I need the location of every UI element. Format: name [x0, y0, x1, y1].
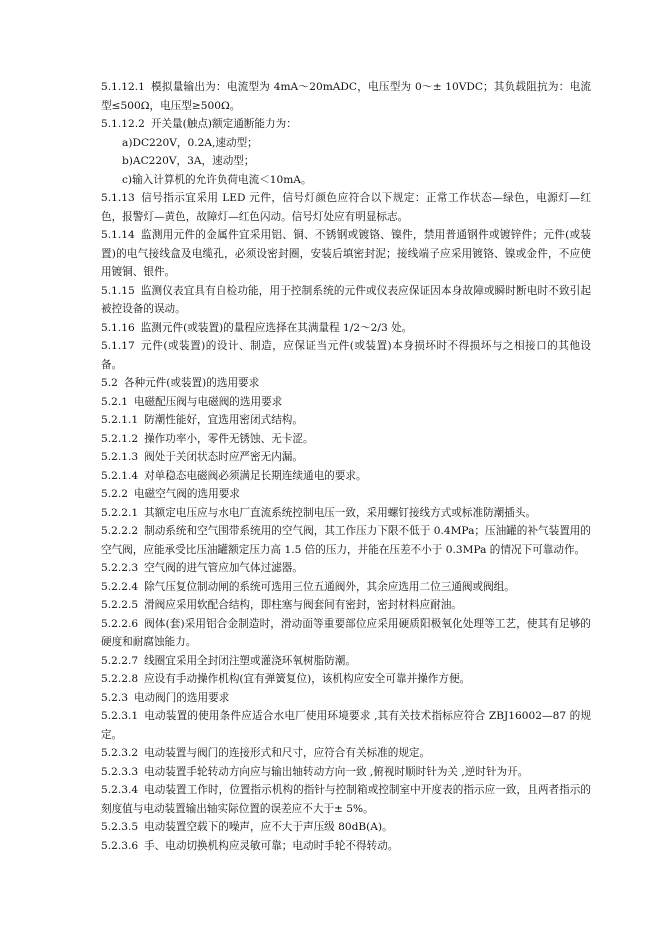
clause-number: 5.2.1.3 [101, 451, 139, 463]
clause-number: 5.2.2.1 [101, 506, 139, 519]
clause-number: 5.1.14 [101, 229, 135, 241]
para-5-2-1-1 [101, 411, 591, 430]
clause-text: 元件(或装置)的设计、制造，应保证当元件(或装置)本身损坏时不得损坏与之相接口的其他设备。 [101, 340, 591, 371]
section-number: 5.2.3 [101, 691, 128, 704]
clause-number: 5.2.3.1 [101, 710, 139, 722]
list-item-text: b)AC220V，3A，速动型； [122, 155, 255, 167]
para-5-2-3-3 [101, 763, 591, 782]
clause-number: 5.1.17 [101, 340, 135, 352]
para-5-2-3-4 [101, 781, 591, 818]
clause-number: 5.2.3.3 [101, 765, 139, 778]
clause-text: 对单稳态电磁阀必须满足长期连续通电的要求。 [144, 469, 367, 482]
para-5-2-3-2 [101, 744, 591, 763]
clause-text: 监测仪表宜具有自检功能，用于控制系统的元件或仪表应保证因本身故障或瞬时断电时不致引起被控设备的误动。 [101, 284, 591, 315]
clause-text: 手、电动切换机构应灵敏可靠；电动时手轮不得转动。 [144, 839, 399, 852]
clause-text: 制动系统和空气围带系统用的空气阀，其工作压力下限不低于 0.4MPa；压油罐的补气装置用的空气阀，应能承受比压油罐额定压力高 1.5 倍的压力，并能在压差不小于 0.3MPa 的情况下可靠动作。 [101, 525, 591, 556]
para-5-1-17 [101, 337, 591, 374]
clause-text: 电动装置手轮转动方向应与输出轴转动方向一致 ,俯视时顺时针为关 ,逆时针为开。 [144, 765, 529, 778]
clause-text: 电动装置空载下的噪声，应不大于声压级 80dB(A)。 [144, 821, 393, 833]
para-5-1-16 [101, 319, 591, 338]
para-5-1-15 [101, 282, 591, 319]
clause-number: 5.2.2.6 [101, 617, 139, 630]
para-5-1-14 [101, 226, 591, 282]
clause-number: 5.2.2.4 [101, 580, 139, 593]
section-title: 各种元件(或装置)的选用要求 [123, 377, 260, 389]
section-heading-5-2-3 [101, 689, 591, 708]
list-item-b [101, 152, 591, 171]
list-item-a [101, 134, 591, 153]
para-5-2-2-8 [101, 670, 591, 689]
section-number: 5.2.1 [101, 395, 128, 408]
clause-number: 5.1.13 [101, 192, 135, 204]
clause-text: 空气阀的进气管应加气体过滤器。 [144, 562, 303, 574]
para-5-1-12-1 [101, 78, 591, 115]
clause-text: 除气压复位制动闸的系统可选用三位五通阀外，其余应选用二位三通阀或阀组。 [144, 580, 515, 593]
clause-text: 电动装置工作时，位置指示机构的指针与控制箱或控制室中开度表的指示应一致，且两者指示的刻度值与电动装置输出轴实际位置的误差应不大于± 5%。 [101, 784, 591, 815]
para-5-2-2-1 [101, 504, 591, 523]
clause-number: 5.2.2.7 [101, 654, 139, 667]
clause-number: 5.2.3.5 [101, 821, 139, 833]
para-5-2-3-6 [101, 837, 591, 856]
clause-text: 滑阀应采用软配合结构，即柱塞与阀套间有密封，密封材料应耐油。 [144, 599, 462, 611]
clause-number: 5.1.12.1 [101, 81, 145, 93]
para-5-2-3-1 [101, 707, 591, 744]
clause-number: 5.2.3.4 [101, 784, 139, 796]
clause-number: 5.1.16 [101, 321, 135, 334]
section-title: 电动阀门的选用要求 [133, 691, 230, 704]
clause-number: 5.1.15 [101, 284, 135, 297]
clause-number: 5.2.2.8 [101, 673, 139, 685]
section-number: 5.2 [101, 377, 118, 389]
section-heading-5-2 [101, 374, 591, 393]
list-item-text: a)DC220V，0.2A,速动型； [122, 136, 258, 149]
para-5-2-2-5 [101, 596, 591, 615]
para-5-2-2-3 [101, 559, 591, 578]
clause-text: 开关量(触点)额定通断能力为： [150, 118, 297, 130]
clause-number: 5.2.3.2 [101, 747, 139, 759]
clause-number: 5.2.3.6 [101, 839, 139, 852]
clause-text: 监测用元件的金属件宜采用铝、铜、不锈钢或镀铬、镍件，禁用普通钢件或镀锌件；元件(或装置)的电气接线盒及电缆孔，必须设密封圈，安装后填密封泥；接线端子应采用镀铬、镍或金件，不应使用镀铜、银件。 [101, 229, 591, 278]
clause-text: 应设有手动操作机构(宜有弹簧复位)，该机构应安全可靠并操作方便。 [144, 673, 471, 685]
clause-number: 5.2.2.3 [101, 562, 139, 574]
para-5-1-12-2 [101, 115, 591, 134]
para-5-2-2-6 [101, 615, 591, 652]
section-heading-5-2-2 [101, 485, 591, 504]
section-title: 电磁配压阀与电磁阀的选用要求 [133, 395, 283, 408]
clause-text: 模拟量输出为：电流型为 4mA～20mADC，电压型为 0～± 10VDC；其负载阻抗为：电流型≤500Ω，电压型≥500Ω。 [101, 81, 591, 112]
para-5-2-2-7 [101, 652, 591, 671]
clause-text: 电动装置与阀门的连接形式和尺寸，应符合有关标准的规定。 [144, 747, 431, 759]
section-title: 电磁空气阀的选用要求 [133, 488, 240, 500]
clause-text: 其额定电压应与水电厂直流系统控制电压一致，采用螺钉接线方式或标准防潮插头。 [144, 506, 537, 519]
clause-text: 阀处于关闭状态时应严密无内漏。 [144, 451, 303, 463]
clause-text: 线圈宜采用全封闭注塑或灌浇环氧树脂防潮。 [144, 654, 356, 667]
para-5-2-1-2 [101, 430, 591, 449]
clause-number: 5.2.1.4 [101, 469, 139, 482]
document-page [101, 78, 591, 855]
list-item-text: c)输入计算机的允许负荷电流＜10mA。 [122, 173, 312, 186]
clause-number: 5.2.2.2 [101, 525, 139, 537]
clause-number: 5.2.1.1 [101, 414, 139, 426]
clause-number: 5.2.1.2 [101, 432, 139, 445]
clause-number: 5.1.12.2 [101, 118, 145, 130]
clause-text: 防潮性能好，宜选用密闭式结构。 [144, 414, 303, 426]
para-5-1-13 [101, 189, 591, 226]
clause-text: 信号指示宜采用 LED 元件，信号灯颜色应符合以下规定：正常工作状态—绿色，电源灯—红色，报警灯—黄色，故障灯—红色闪动。信号灯处应有明显标志。 [101, 192, 591, 223]
clause-text: 监测元件(或装置)的量程应选择在其满量程 1/2～2/3 处。 [140, 321, 413, 334]
para-5-2-2-4 [101, 578, 591, 597]
section-number: 5.2.2 [101, 488, 128, 500]
para-5-2-1-3 [101, 448, 591, 467]
section-heading-5-2-1 [101, 393, 591, 412]
para-5-2-1-4 [101, 467, 591, 486]
clause-text: 阀体(套)采用铝合金制造时，滑动面等重要部位应采用硬质阳极氧化处理等工艺，使其有足够的硬度和耐腐蚀能力。 [101, 617, 591, 648]
clause-text: 操作功率小，零件无锈蚀、无卡涩。 [144, 432, 314, 445]
list-item-c [101, 171, 591, 190]
clause-number: 5.2.2.5 [101, 599, 139, 611]
clause-text: 电动装置的使用条件应适合水电厂使用环境要求 ,其有关技术指标应符合 ZBJ16002—87 的规定。 [101, 710, 591, 741]
para-5-2-2-2 [101, 522, 591, 559]
para-5-2-3-5 [101, 818, 591, 837]
